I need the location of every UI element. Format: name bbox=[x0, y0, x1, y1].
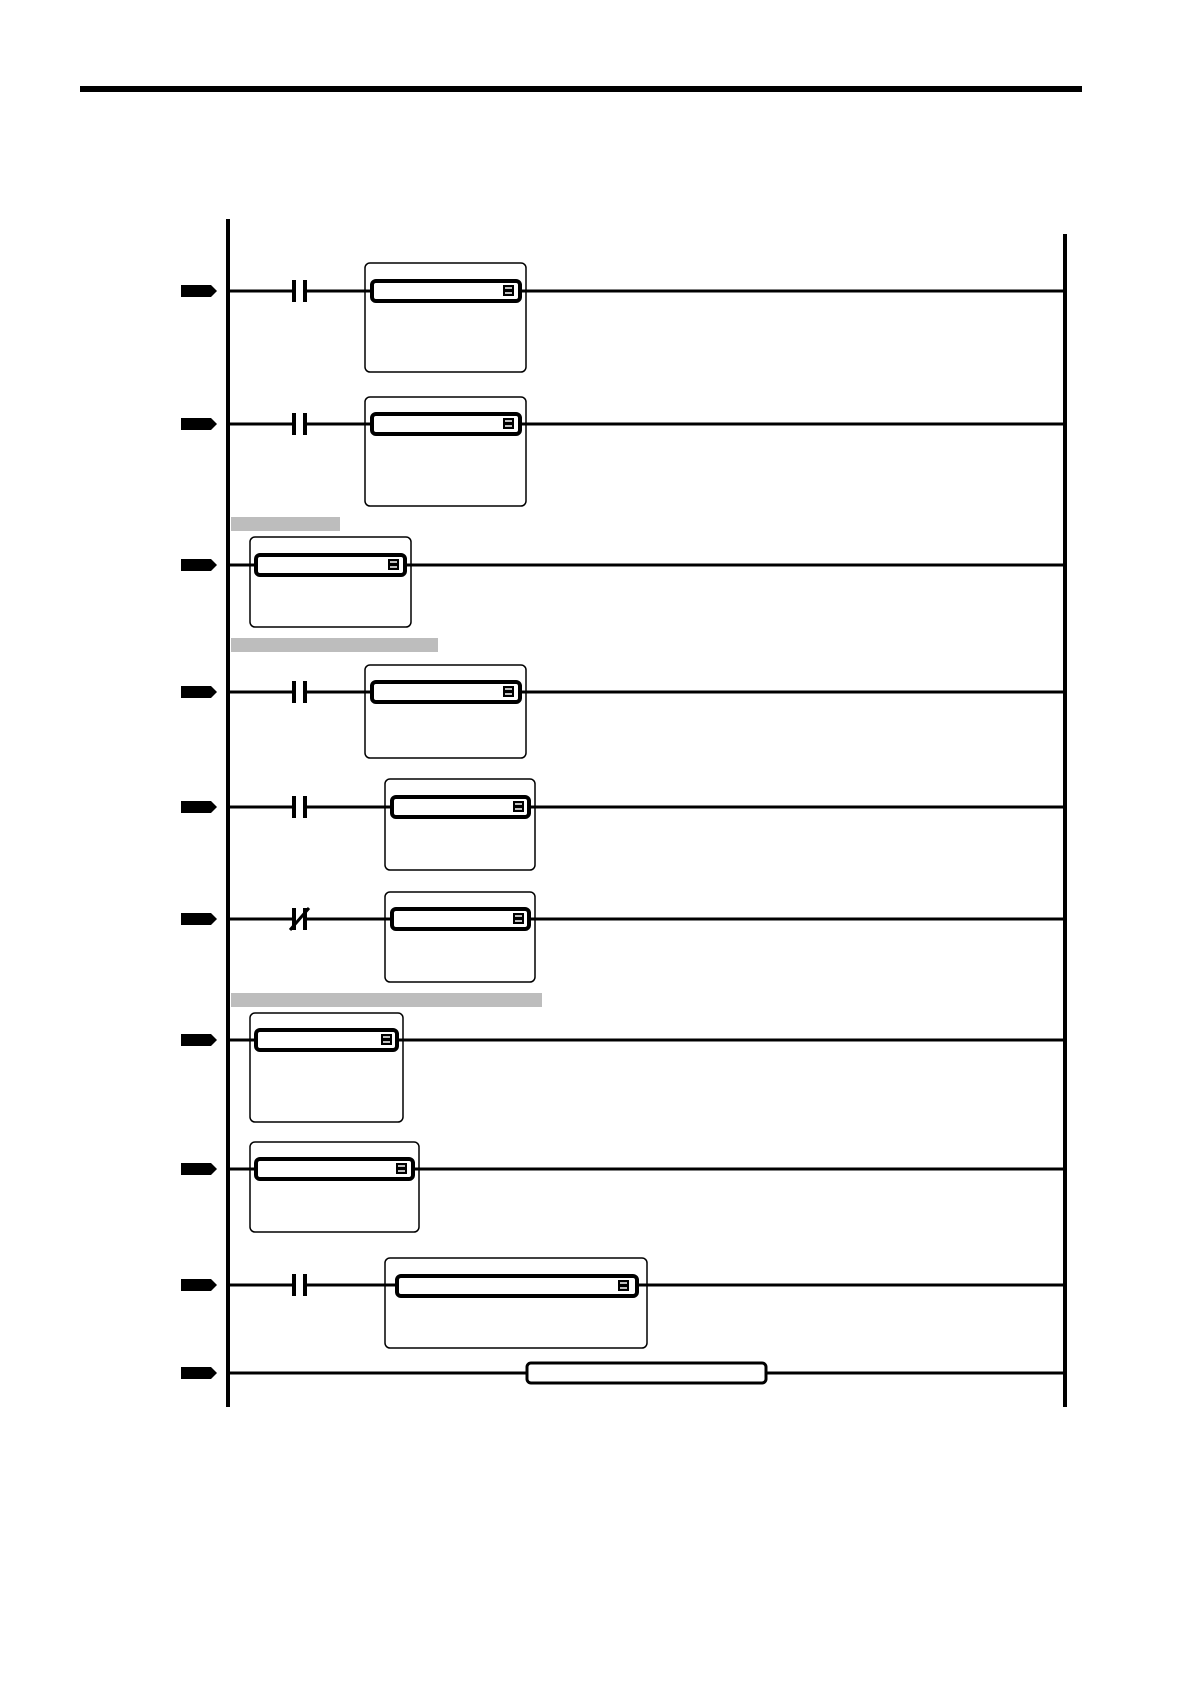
function-block-frame bbox=[385, 892, 535, 982]
rung-marker-arrow-icon bbox=[181, 1279, 217, 1291]
block-icon bbox=[503, 686, 514, 697]
function-block bbox=[256, 1030, 397, 1050]
block-icon bbox=[381, 1034, 392, 1045]
block-icon bbox=[503, 418, 514, 429]
rung-marker-arrow-icon bbox=[181, 913, 217, 925]
comment-bar bbox=[231, 517, 340, 531]
function-block bbox=[397, 1276, 637, 1296]
function-block bbox=[392, 797, 529, 817]
rung-6 bbox=[181, 892, 1063, 982]
block-icon bbox=[388, 559, 399, 570]
header-rule bbox=[80, 86, 1082, 92]
rung-marker-arrow-icon bbox=[181, 1367, 217, 1379]
rung-9 bbox=[181, 1258, 1063, 1348]
function-block bbox=[372, 281, 520, 301]
rung-8 bbox=[181, 1142, 1063, 1232]
rung-10 bbox=[181, 1363, 1063, 1383]
block-icon bbox=[396, 1163, 407, 1174]
no-contact bbox=[294, 413, 305, 435]
function-block bbox=[256, 1159, 413, 1179]
rung-1 bbox=[181, 263, 1063, 372]
function-block-frame bbox=[365, 665, 526, 758]
block-icon bbox=[503, 285, 514, 296]
rung-marker-arrow-icon bbox=[181, 686, 217, 698]
function-block-frame bbox=[385, 1258, 647, 1348]
function-block bbox=[372, 682, 520, 702]
rung-2 bbox=[181, 397, 1063, 506]
comment-bar bbox=[231, 993, 542, 1007]
no-contact bbox=[294, 681, 305, 703]
left-power-rail bbox=[226, 219, 230, 1407]
comment-bar bbox=[231, 638, 438, 652]
rung-marker-arrow-icon bbox=[181, 285, 217, 297]
no-contact bbox=[294, 1274, 305, 1296]
rung-7 bbox=[181, 1013, 1063, 1122]
rung-marker-arrow-icon bbox=[181, 1034, 217, 1046]
function-block-frame bbox=[250, 1142, 419, 1232]
no-contact bbox=[294, 280, 305, 302]
end-instruction-block bbox=[527, 1363, 766, 1383]
block-icon bbox=[513, 913, 524, 924]
function-block-frame bbox=[250, 537, 411, 627]
function-block bbox=[372, 414, 520, 434]
right-power-rail bbox=[1063, 234, 1067, 1407]
function-block bbox=[392, 909, 529, 929]
block-icon bbox=[513, 801, 524, 812]
rung-3 bbox=[181, 537, 1063, 627]
block-icon bbox=[618, 1280, 629, 1291]
rung-4 bbox=[181, 665, 1063, 758]
function-block bbox=[256, 555, 405, 575]
rung-marker-arrow-icon bbox=[181, 801, 217, 813]
rung-5 bbox=[181, 779, 1063, 870]
rung-marker-arrow-icon bbox=[181, 418, 217, 430]
function-block-frame bbox=[385, 779, 535, 870]
rung-marker-arrow-icon bbox=[181, 559, 217, 571]
rung-marker-arrow-icon bbox=[181, 1163, 217, 1175]
no-contact bbox=[294, 796, 305, 818]
